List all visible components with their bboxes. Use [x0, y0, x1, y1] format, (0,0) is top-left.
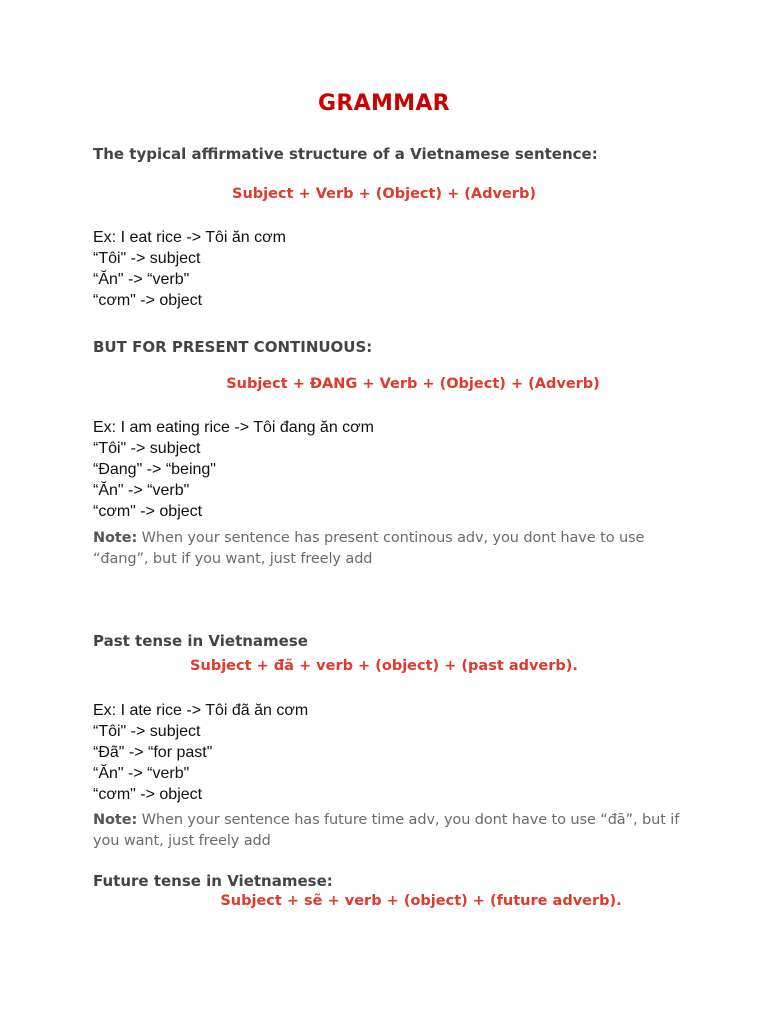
- formula-past-tense: Subject + đã + verb + (object) + (past adverb).: [190, 658, 578, 674]
- section-heading-future-tense: Future tense in Vietnamese:: [93, 872, 333, 890]
- example-line: “Ăn" -> “verb": [93, 482, 190, 499]
- section-heading-affirmative: The typical affirmative structure of a Vietnamese sentence:: [93, 145, 598, 163]
- document-title: GRAMMAR: [318, 91, 450, 116]
- example-line: “cơm" -> object: [93, 292, 203, 309]
- note-present-continuous: [93, 528, 683, 569]
- example-block-affirmative: [93, 227, 286, 311]
- example-line: “Đã" -> “for past": [93, 744, 213, 761]
- note-text: When your sentence has future time adv, you dont have to use “đã”, but if you want, just freely add: [93, 812, 680, 849]
- example-block-past-tense: [93, 700, 308, 805]
- formula-affirmative: Subject + Verb + (Object) + (Adverb): [232, 186, 536, 202]
- note-label: Note:: [93, 530, 138, 546]
- example-line: “Đang" -> “being": [93, 461, 216, 478]
- example-line: “Ăn" -> “verb": [93, 765, 190, 782]
- example-line: Ex: I eat rice -> Tôi ăn cơm: [93, 229, 286, 246]
- example-line: Ex: I ate rice -> Tôi đã ăn cơm: [93, 702, 309, 719]
- section-heading-present-continuous: BUT FOR PRESENT CONTINUOUS:: [93, 338, 373, 356]
- example-line: “Ăn" -> “verb": [93, 271, 190, 288]
- example-line: “cơm" -> object: [93, 503, 203, 520]
- example-line: “cơm" -> object: [93, 786, 203, 803]
- formula-present-continuous: Subject + ĐANG + Verb + (Object) + (Adverb): [226, 376, 600, 392]
- example-line: “Tôi" -> subject: [93, 723, 201, 740]
- example-block-present-continuous: [93, 417, 374, 522]
- example-line: Ex: I am eating rice -> Tôi đang ăn cơm: [93, 419, 374, 436]
- note-text: When your sentence has present continous adv, you dont have to use “đang”, but if you want, just freely add: [93, 530, 645, 567]
- formula-future-tense: Subject + sẽ + verb + (object) + (future adverb).: [220, 893, 622, 909]
- example-line: “Tôi" -> subject: [93, 440, 201, 457]
- section-heading-past-tense: Past tense in Vietnamese: [93, 632, 308, 650]
- example-line: “Tôi" -> subject: [93, 250, 201, 267]
- note-past-tense: [93, 810, 683, 851]
- note-label: Note:: [93, 812, 138, 828]
